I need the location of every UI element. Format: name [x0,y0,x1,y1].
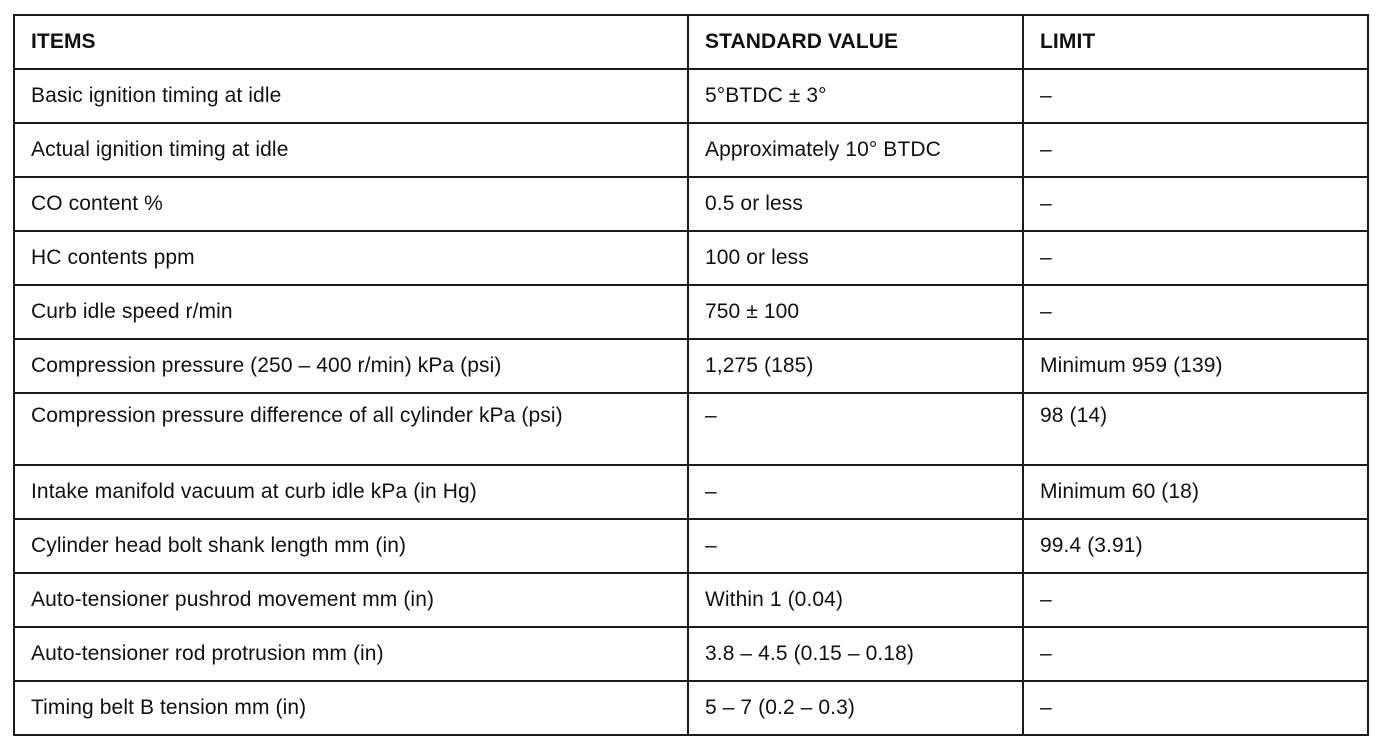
specifications-table [13,14,1369,736]
table-row [14,339,1368,393]
standard-value-cell: Approximately 10° BTDC [688,123,1023,177]
limit-cell: – [1023,681,1368,735]
table-row [14,123,1368,177]
table-row [14,69,1368,123]
table-row [14,681,1368,735]
limit-cell: – [1023,627,1368,681]
standard-value-cell: 5°BTDC ± 3° [688,69,1023,123]
header-items: ITEMS [14,15,688,69]
table-row [14,519,1368,573]
item-cell: Curb idle speed r/min [14,285,688,339]
standard-value-cell: 5 – 7 (0.2 – 0.3) [688,681,1023,735]
table-row [14,465,1368,519]
table-row [14,231,1368,285]
standard-value-cell: 3.8 – 4.5 (0.15 – 0.18) [688,627,1023,681]
limit-cell: – [1023,231,1368,285]
item-cell: CO content % [14,177,688,231]
table-row [14,573,1368,627]
limit-cell: – [1023,573,1368,627]
limit-cell: – [1023,177,1368,231]
standard-value-cell: 0.5 or less [688,177,1023,231]
table-row [14,393,1368,465]
limit-cell: Minimum 959 (139) [1023,339,1368,393]
item-cell: Auto-tensioner pushrod movement mm (in) [14,573,688,627]
item-cell: Timing belt B tension mm (in) [14,681,688,735]
item-cell: Compression pressure (250 – 400 r/min) kPa (psi) [14,339,688,393]
table-row [14,285,1368,339]
standard-value-cell: 100 or less [688,231,1023,285]
table-row [14,177,1368,231]
header-standard-value: STANDARD VALUE [688,15,1023,69]
item-cell: Compression pressure difference of all cylinder kPa (psi) [14,393,688,465]
item-cell: HC contents ppm [14,231,688,285]
standard-value-cell: 750 ± 100 [688,285,1023,339]
standard-value-cell: – [688,519,1023,573]
table-header-row [14,15,1368,69]
item-cell: Cylinder head bolt shank length mm (in) [14,519,688,573]
limit-cell: 98 (14) [1023,393,1368,465]
limit-cell: – [1023,69,1368,123]
limit-cell: Minimum 60 (18) [1023,465,1368,519]
item-cell: Auto-tensioner rod protrusion mm (in) [14,627,688,681]
item-cell: Intake manifold vacuum at curb idle kPa (in Hg) [14,465,688,519]
standard-value-cell: 1,275 (185) [688,339,1023,393]
standard-value-cell: – [688,393,1023,465]
standard-value-cell: – [688,465,1023,519]
header-limit: LIMIT [1023,15,1368,69]
standard-value-cell: Within 1 (0.04) [688,573,1023,627]
item-cell: Basic ignition timing at idle [14,69,688,123]
limit-cell: – [1023,123,1368,177]
limit-cell: 99.4 (3.91) [1023,519,1368,573]
table-row [14,627,1368,681]
limit-cell: – [1023,285,1368,339]
item-cell: Actual ignition timing at idle [14,123,688,177]
